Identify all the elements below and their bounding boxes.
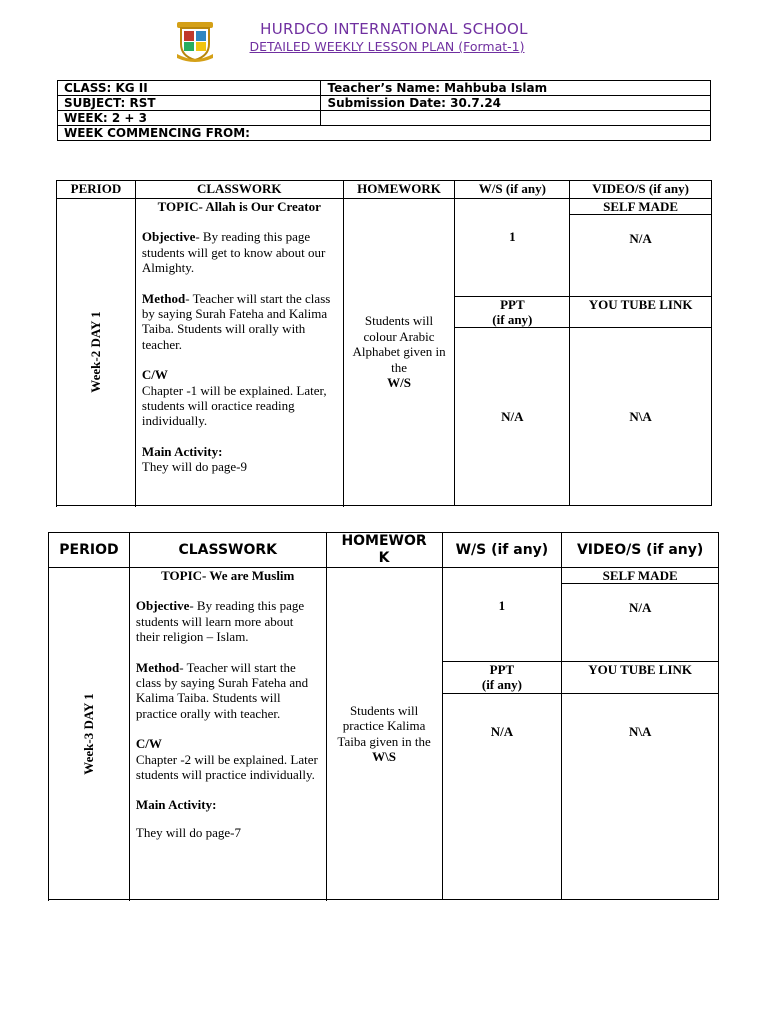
- lesson-plan-table-2: [48, 532, 719, 900]
- ws-header: W/S (if any): [455, 181, 570, 199]
- classwork-cell: [129, 568, 326, 900]
- homework-cell: [343, 199, 455, 506]
- subject-field: SUBJECT: RST: [58, 96, 321, 111]
- plan-title: DETAILED WEEKLY LESSON PLAN (Format-1): [249, 39, 525, 54]
- method-paragraph: Method- Teacher will start the class by saying Surah Fateha and Kalima Taiba. Students will orally with teacher.: [141, 290, 331, 352]
- homework-bold: W/S: [387, 375, 411, 391]
- school-name: HURDCO INTERNATIONAL SCHOOL: [260, 20, 528, 38]
- ppt-value: N/A: [455, 328, 570, 506]
- youtube-value: N\A: [570, 328, 712, 506]
- period-label: Week-3 DAY 1: [80, 692, 96, 775]
- period-cell: [49, 568, 130, 900]
- homework-cell: [326, 568, 442, 900]
- classwork-cell: [135, 199, 343, 506]
- class-field: CLASS: KG II: [58, 81, 321, 96]
- homework-bold: W\S: [372, 748, 396, 764]
- self-made-value: N/A: [570, 215, 712, 297]
- week-field: WEEK: 2 + 3: [58, 111, 321, 126]
- self-made-label: SELF MADE: [562, 568, 719, 584]
- youtube-value: N\A: [562, 694, 719, 900]
- main-activity-paragraph: Main Activity:: [135, 797, 217, 813]
- objective-paragraph: Objective- By reading this page students will learn more about their religion – Islam.: [135, 598, 305, 645]
- self-made-label: SELF MADE: [570, 199, 712, 215]
- submission-date-field: Submission Date: 30.7.24: [321, 96, 711, 111]
- teacher-field: Teacher’s Name: Mahbuba Islam: [321, 81, 711, 96]
- week-empty-cell: [321, 111, 711, 126]
- ppt-label: PPT (if any): [455, 297, 570, 328]
- main-activity-text: They will do page-7: [135, 824, 241, 840]
- self-made-value: N/A: [562, 584, 719, 662]
- videos-header: VIDEO/S (if any): [570, 181, 712, 199]
- youtube-label: YOU TUBE LINK: [562, 662, 719, 694]
- week-commencing-field: WEEK COMMENCING FROM:: [58, 126, 711, 141]
- classwork-header: CLASSWORK: [129, 533, 326, 568]
- ppt-label: PPT (if any): [442, 662, 562, 694]
- method-paragraph: Method- Teacher will start the class by saying Surah Fateha and Kalima Taiba. Students will practice orally with teacher.: [135, 659, 309, 721]
- videos-header: VIDEO/S (if any): [562, 533, 719, 568]
- cw-paragraph: C/W Chapter -2 will be explained. Later students will practice individually.: [135, 736, 318, 783]
- classwork-header: CLASSWORK: [135, 181, 343, 199]
- homework-text: Students will practice Kalima Taiba given in the: [337, 702, 431, 749]
- ppt-value: N/A: [442, 694, 562, 900]
- homework-header: HOMEWOR K: [326, 533, 442, 568]
- ws-value: 1: [455, 199, 570, 297]
- lesson-plan-table-1: [56, 180, 712, 506]
- homework-text: Students will colour Arabic Alphabet given in the: [352, 313, 446, 375]
- ws-value: 1: [442, 568, 562, 662]
- main-activity-paragraph: Main Activity: They will do page-9: [141, 443, 247, 475]
- homework-header: HOMEWORK: [343, 181, 455, 199]
- topic-title: TOPIC- We are Muslim: [161, 568, 295, 583]
- period-header: PERIOD: [49, 533, 130, 568]
- class-info-table: [57, 80, 711, 141]
- period-header: PERIOD: [57, 181, 136, 199]
- ws-header: W/S (if any): [442, 533, 562, 568]
- cw-paragraph: C/W Chapter -1 will be explained. Later, students will oractice reading individually.: [141, 367, 327, 429]
- period-label: Week-2 DAY 1: [87, 311, 103, 393]
- period-cell: [57, 199, 136, 506]
- topic-title: TOPIC- Allah is Our Creator: [157, 199, 321, 214]
- objective-paragraph: Objective- By reading this page students will get to know about our Almighty.: [141, 229, 326, 276]
- youtube-label: YOU TUBE LINK: [570, 297, 712, 328]
